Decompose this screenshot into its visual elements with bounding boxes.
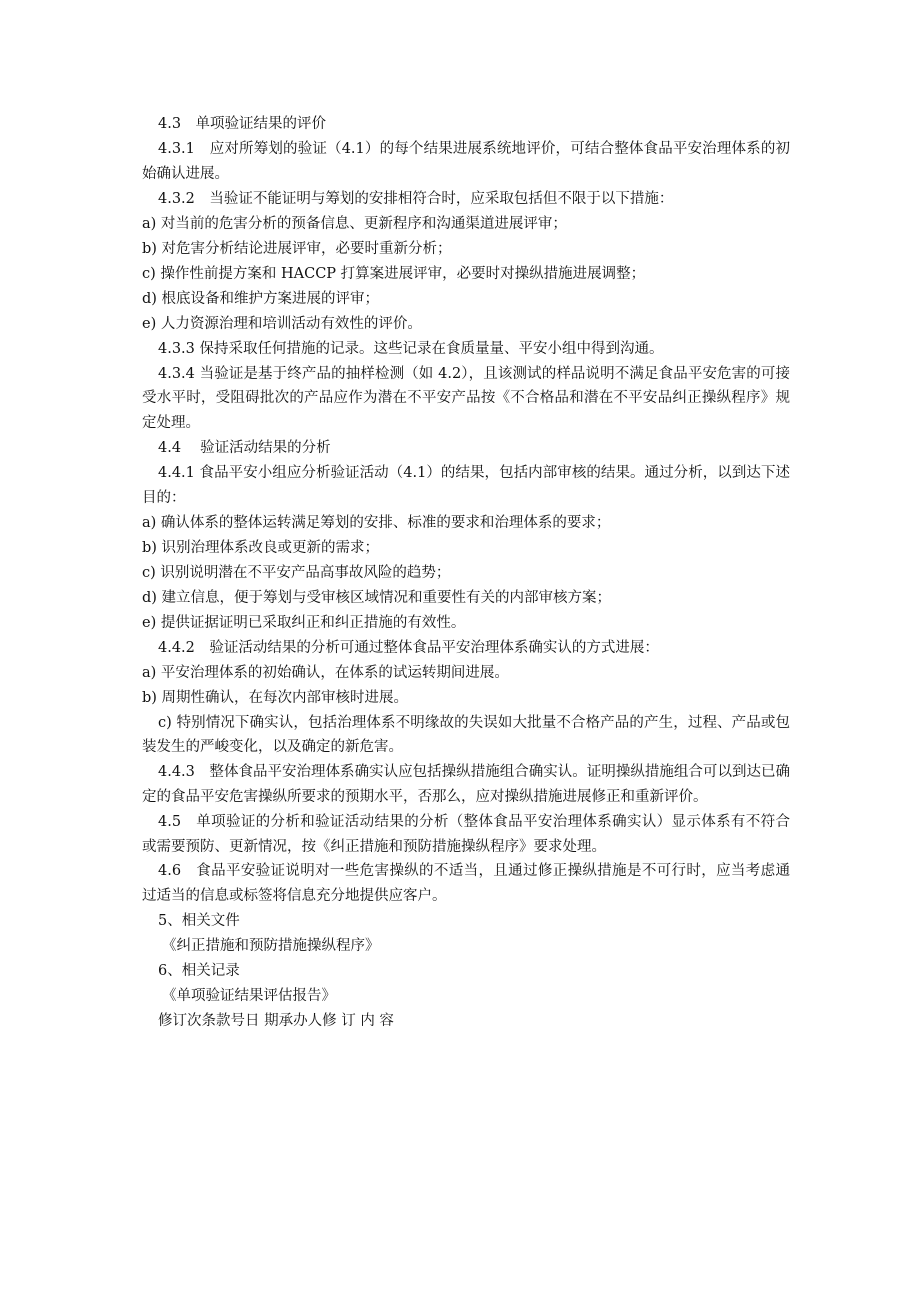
list-item-c: c) 识别说明潜在不平安产品高事故风险的趋势； [142, 564, 451, 581]
paragraph-4-3-2: 4.3.2 当验证不能证明与筹划的安排相符合时，应采取包括但不限于以下措施： [158, 190, 674, 207]
section-heading-5: 5、相关文件 [158, 912, 240, 929]
paragraph-4-3-3: 4.3.3 保持采取任何措施的记录。这些记录在食质量量、平安小组中得到沟通。 [158, 340, 664, 357]
list-item-e: e) 提供证据证明已采取纠正和纠正措施的有效性。 [142, 614, 466, 631]
related-document: 《纠正措施和预防措施操纵程序》 [162, 937, 380, 954]
list-item-d: d) 根底设备和维护方案进展的评审； [142, 290, 380, 307]
paragraph-4-3-1: 4.3.1 应对所筹划的验证（4.1）的每个结果进展系统地评价，可结合整体食品平安治理体系的初始确认进展。 [142, 141, 790, 182]
paragraph-4-4-3: 4.4.3 整体食品平安治理体系确实认应包括操纵措施组合确实认。证明操纵措施组合可以到达已确定的食品平安危害操纵所要求的预期水平，否那么，应对操纵措施进展修正和重新评价。 [142, 764, 790, 805]
section-heading-6: 6、相关记录 [158, 962, 240, 979]
section-heading-4-3: 4.3 单项验证结果的评价 [158, 116, 327, 132]
paragraph-4-6: 4.6 食品平安验证说明对一些危害操纵的不适当，且通过修正操纵措施是不可行时，应当考虑通过适当的信息或标签将信息充分地提供应客户。 [142, 863, 790, 905]
related-record: 《单项验证结果评估报告》 [162, 987, 336, 1004]
section-heading-4-4: 4.4 验证活动结果的分析 [158, 439, 331, 456]
paragraph-4-4-2: 4.4.2 验证活动结果的分析可通过整体食品平安治理体系确实认的方式进展： [158, 639, 659, 656]
list-item-a: a) 对当前的危害分析的预备信息、更新程序和沟通渠道进展评审； [142, 215, 567, 232]
revision-table-header: 修订次条款号日 期承办人修 订 内 容 [158, 1012, 394, 1029]
list-item-b: b) 周期性确认，在每次内部审核时进展。 [142, 689, 409, 706]
list-item-a: a) 平安治理体系的初始确认，在体系的试运转期间进展。 [142, 664, 509, 681]
list-item-a: a) 确认体系的整体运转满足筹划的安排、标准的要求和治理体系的要求； [142, 514, 611, 531]
list-item-c: c) 操作性前提方案和 HACCP 打算案进展评审，必要时对操纵措施进展调整； [142, 265, 646, 282]
list-item-d: d) 建立信息，便于筹划与受审核区域情况和重要性有关的内部审核方案； [142, 589, 612, 606]
paragraph-4-3-4: 4.3.4 当验证是基于终产品的抽样检测（如 4.2），且该测试的样品说明不满足食品平安危害的可接受水平时，受阻碍批次的产品应作为潜在不平安产品按《不合格品和潜在不平安品纠正操纵程序》规定处理。 [142, 365, 790, 432]
list-item-b: b) 对危害分析结论进展评审，必要时重新分析； [142, 240, 452, 257]
list-item-c: c) 特别情况下确实认，包括治理体系不明缘故的失误如大批量不合格产品的产生，过程、产品或包装发生的严峻变化，以及确定的新危害。 [142, 714, 790, 756]
paragraph-4-4-1: 4.4.1 食品平安小组应分析验证活动（4.1）的结果，包括内部审核的结果。通过分析，以到达下述目的： [142, 464, 790, 506]
document-body [142, 112, 790, 1034]
paragraph-4-5: 4.5 单项验证的分析和验证活动结果的分析（整体食品平安治理体系确实认）显示体系有不符合或需要预防、更新情况，按《纠正措施和预防措施操纵程序》要求处理。 [142, 813, 790, 855]
list-item-b: b) 识别治理体系改良或更新的需求； [142, 539, 380, 556]
list-item-e: e) 人力资源治理和培训活动有效性的评价。 [142, 315, 422, 332]
